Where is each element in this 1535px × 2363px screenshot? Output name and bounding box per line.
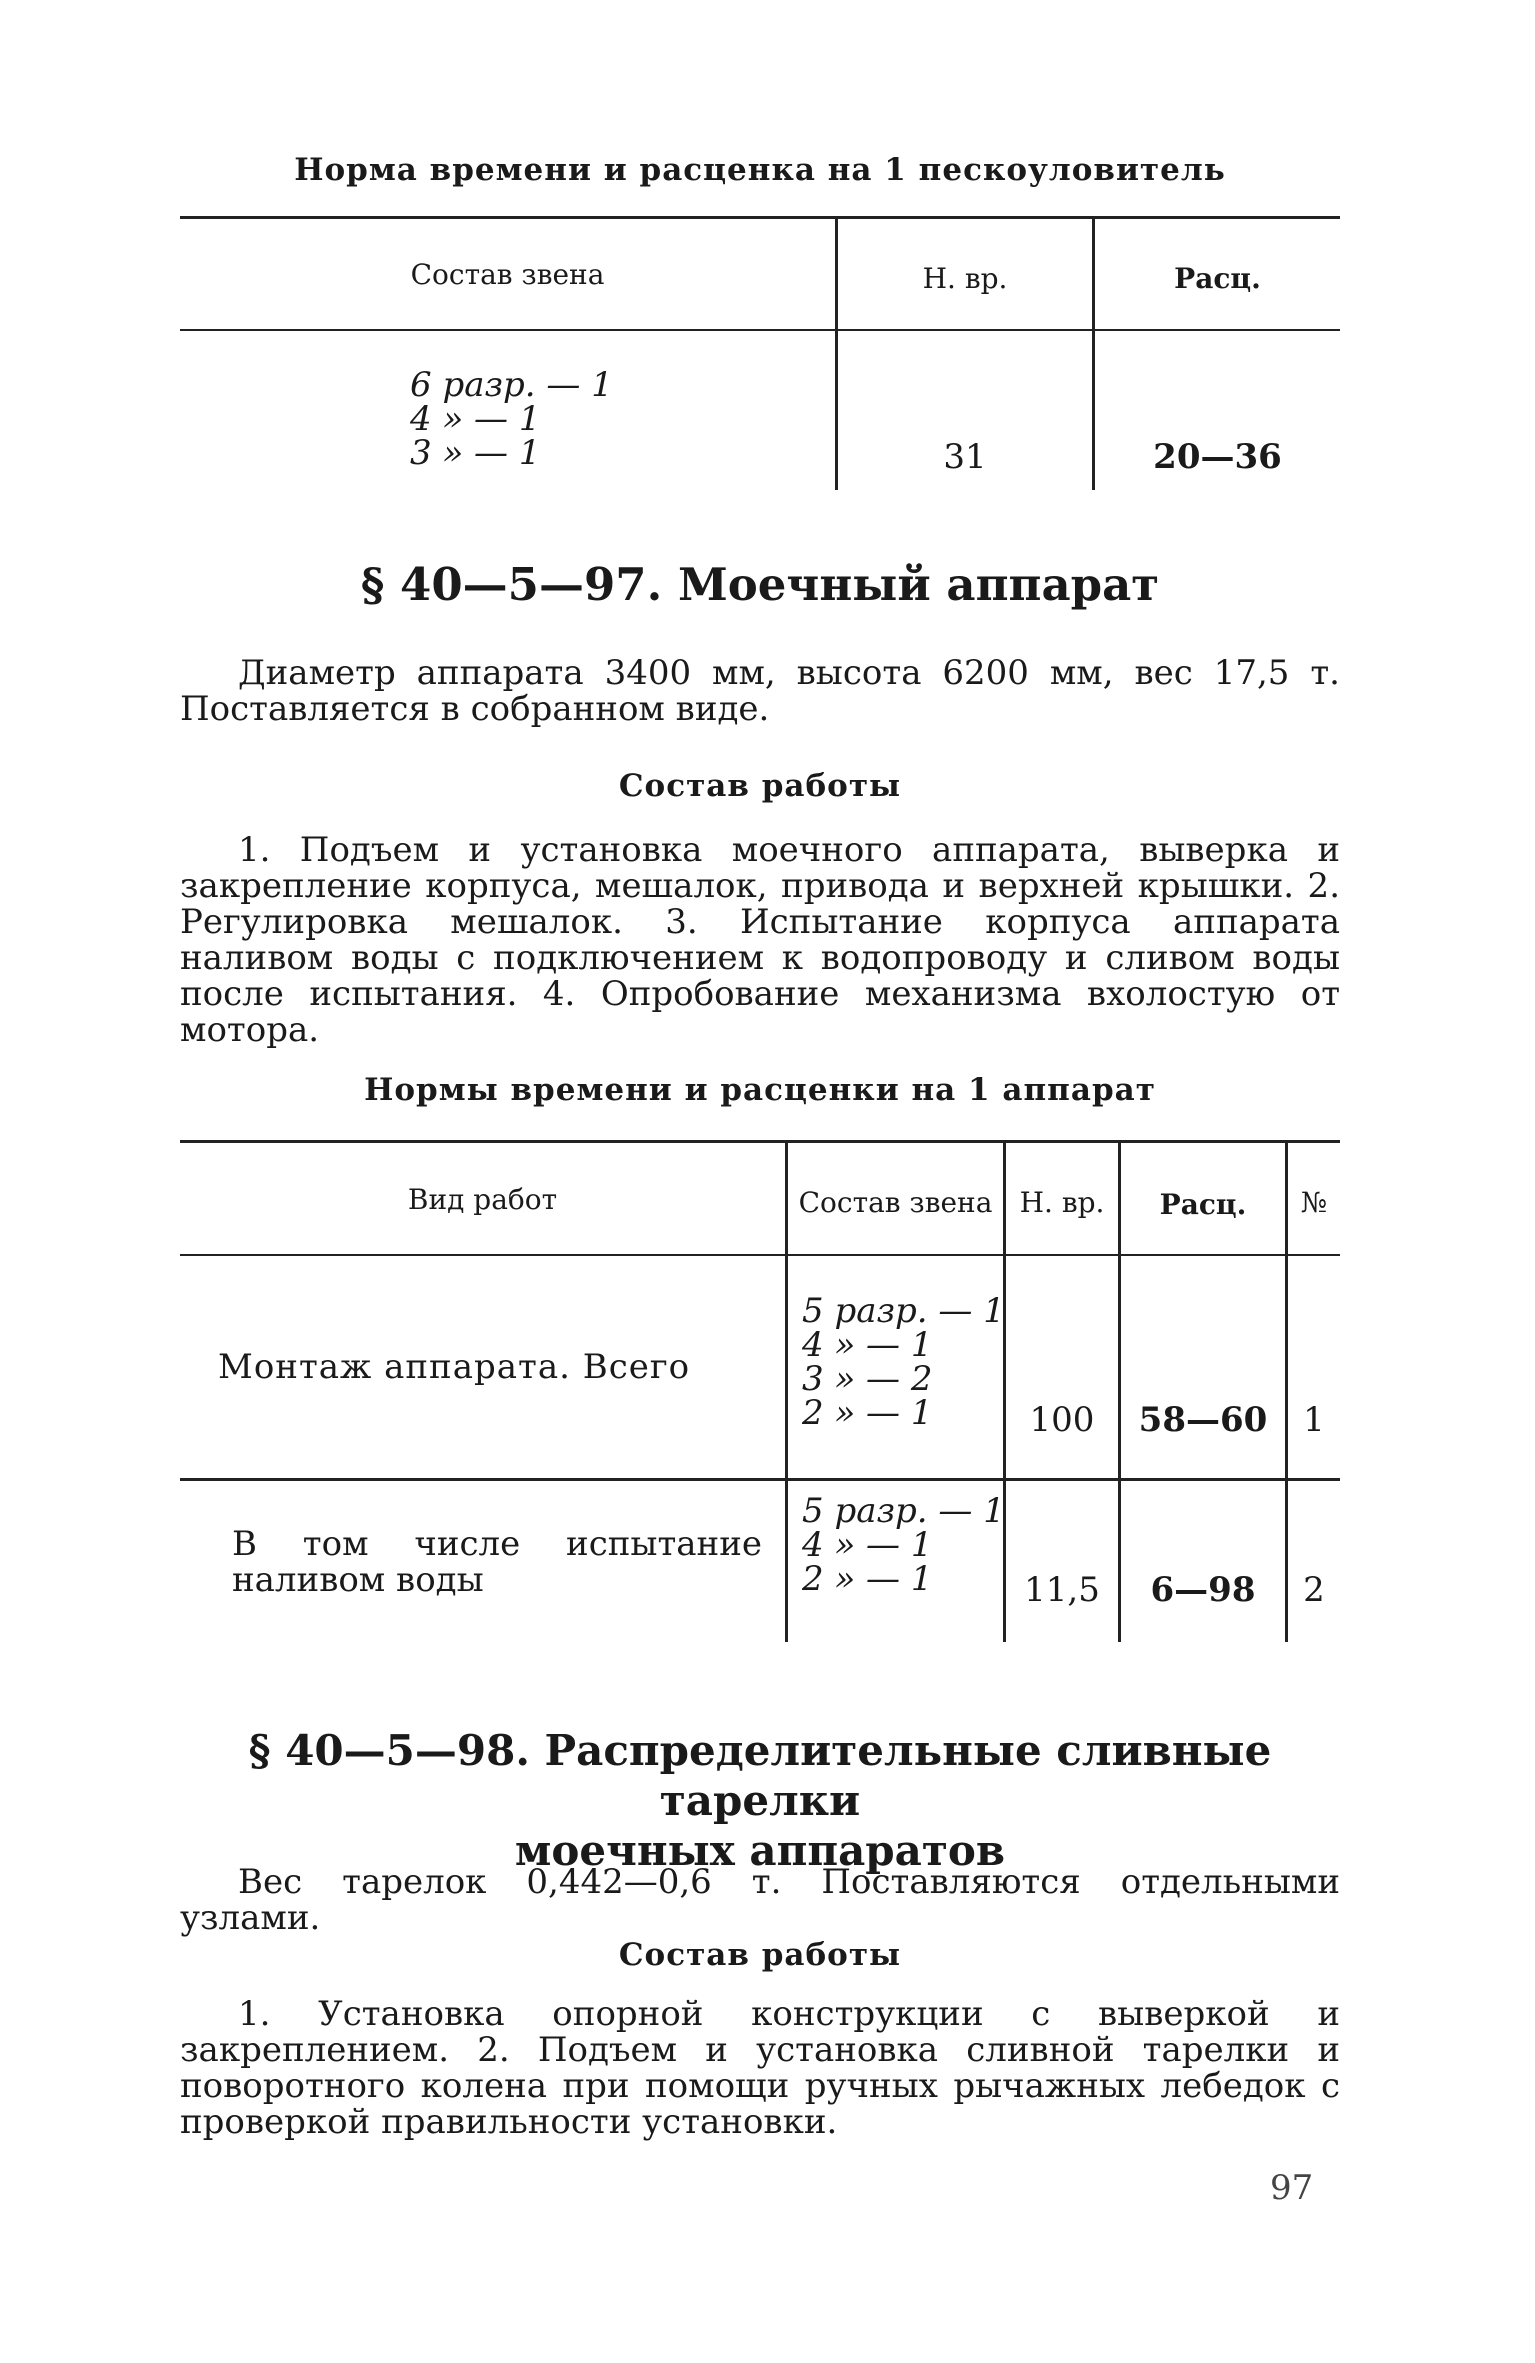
table2-header-no: № xyxy=(1300,1186,1328,1219)
section-97-intro-text: Диаметр аппарата 3400 мм, высота 6200 мм, вес 17,5 т. Поставляется в собранном виде. xyxy=(180,653,1340,729)
table2-row2-norm: 11,5 xyxy=(1024,1570,1100,1610)
table2-header-rule xyxy=(180,1254,1340,1256)
crew-line: 4 » — 1 xyxy=(410,399,541,439)
section-98-intro xyxy=(180,1864,1340,1936)
section-98-title-line2: моечных аппаратов xyxy=(514,1826,1006,1875)
table1-header-rule xyxy=(180,329,1340,331)
table1-header-crew: Состав звена xyxy=(410,258,605,291)
page-number: 97 xyxy=(1270,2168,1314,2208)
table2-row1-rate: 58—60 xyxy=(1138,1400,1268,1440)
crew-line: 3 » — 1 xyxy=(410,433,541,473)
crew-line: 5 разр. — 1 xyxy=(802,1491,1005,1531)
crew-line: 4 » — 1 xyxy=(802,1525,933,1565)
table2-header-work: Вид работ xyxy=(407,1183,558,1216)
table1-header-rate: Расц. xyxy=(1174,262,1261,295)
crew-line: 2 » — 1 xyxy=(802,1559,933,1599)
table2-header-norm: Н. вр. xyxy=(1019,1186,1105,1219)
table2-row1-crew xyxy=(802,1291,1005,1433)
crew-line: 6 разр. — 1 xyxy=(410,365,613,405)
table2-row2-no: 2 xyxy=(1303,1570,1325,1610)
section-98-work-text-body: 1. Установка опорной конструкции с выверкой и закреплением. 2. Подъем и установка сливной тарелки и поворотного колена при помощи ручных рычажных лебедок с проверкой правильности установки. xyxy=(180,1994,1340,2142)
table1-norm: 31 xyxy=(943,437,987,477)
crew-line: 2 » — 1 xyxy=(802,1393,933,1433)
section-98-work-heading: Состав работы xyxy=(618,1937,902,1973)
table1-crew xyxy=(410,365,613,473)
crew-line: 5 разр. — 1 xyxy=(802,1291,1005,1331)
table2-header-rate: Расц. xyxy=(1159,1188,1247,1221)
table2-header-crew: Состав звена xyxy=(798,1186,993,1219)
table1-top-rule xyxy=(180,216,1340,219)
section-97-work-text-body: 1. Подъем и установка моечного аппарата, выверка и закрепление корпуса, мешалок, привода и верхней крышки. 2. Регулировка мешалок. 3. Испытание корпуса аппарата наливом воды с подключением к водопроводу и сливом воды после испытания. 4. Опробование механизма вхолостую от мотора. xyxy=(180,830,1340,1050)
table2-row2-crew xyxy=(802,1491,1005,1599)
section-97-title: § 40—5—97. Моечный аппарат xyxy=(360,558,1160,611)
section-98-title-line1: § 40—5—98. Распределительные сливные тарелки xyxy=(248,1726,1272,1825)
table1-header-norm: Н. вр. xyxy=(922,262,1008,295)
section-97-intro xyxy=(180,655,1340,727)
table2-row1-norm: 100 xyxy=(1029,1400,1095,1440)
section-98-work-text xyxy=(180,1996,1340,2140)
table2-row2-rate: 6—98 xyxy=(1150,1570,1256,1610)
section-97-work-heading: Состав работы xyxy=(618,768,902,804)
table2-top-rule xyxy=(180,1140,1340,1143)
crew-line: 4 » — 1 xyxy=(802,1325,933,1365)
table1-rate: 20—36 xyxy=(1153,437,1282,477)
section-98-title xyxy=(170,1726,1350,1876)
table2-caption: Нормы времени и расценки на 1 аппарат xyxy=(364,1072,1156,1108)
table2-row-rule xyxy=(180,1478,1340,1481)
table2-row1-no: 1 xyxy=(1303,1400,1325,1440)
crew-line: 3 » — 2 xyxy=(802,1359,933,1399)
table2-row1-work: Монтаж аппарата. Всего xyxy=(218,1347,691,1387)
section-97-work-text xyxy=(180,832,1340,1048)
section-98-intro-text: Вес тарелок 0,442—0,6 т. Поставляются отдельными узлами. xyxy=(180,1862,1340,1938)
table2-row2-work: В том числе испытание наливом воды xyxy=(232,1524,762,1600)
table1-caption: Норма времени и расценка на 1 пескоуловитель xyxy=(294,152,1226,188)
